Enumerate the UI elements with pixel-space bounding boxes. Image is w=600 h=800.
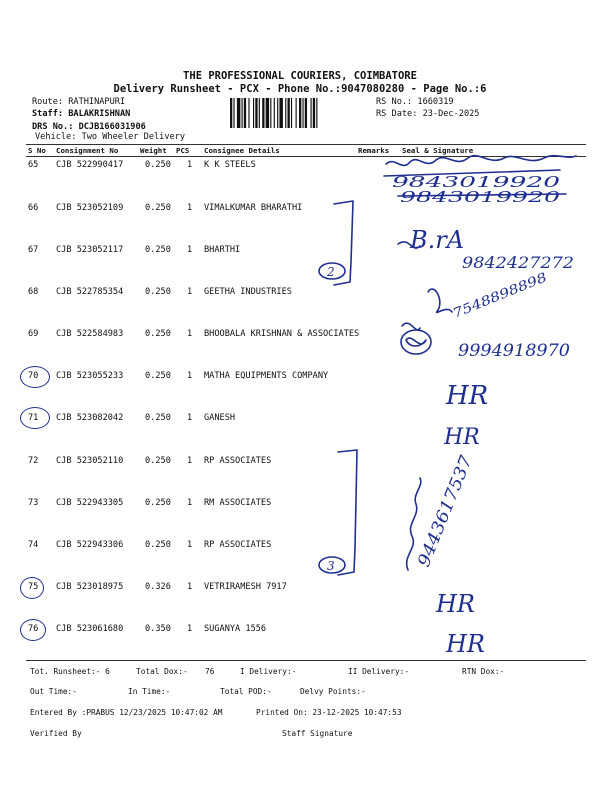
group-mark-2: 3 — [327, 559, 335, 573]
vehicle: Vehicle: Two Wheeler Delivery — [35, 132, 186, 142]
row-weight: 0.250 — [145, 203, 171, 213]
row-weight: 0.326 — [145, 582, 171, 592]
row-pcs: 1 — [187, 160, 193, 170]
row-pcs: 1 — [187, 245, 193, 255]
row-sno: 74 — [28, 540, 39, 550]
row-weight: 0.250 — [145, 456, 171, 466]
company-title: THE PROFESSIONAL COURIERS, COIMBATORE — [183, 70, 417, 82]
row-sno: 76 — [28, 624, 39, 634]
row-consignment: CJB 523018975 — [56, 582, 124, 592]
row-sno: 73 — [28, 498, 39, 508]
signature-phone: 9843019920 — [400, 188, 561, 206]
row-sno: 70 — [28, 371, 39, 381]
signature-phone: 9842427272 — [462, 253, 574, 272]
row-pcs: 1 — [187, 456, 193, 466]
row-pcs: 1 — [187, 540, 193, 550]
signature-scribble — [406, 338, 426, 346]
row-consignee: RP ASSOCIATES — [204, 456, 272, 466]
row-consignment: CJB 523052110 — [56, 456, 124, 466]
row-pcs: 1 — [187, 287, 193, 297]
verified-by: Verified By — [30, 729, 82, 738]
row-consignment: CJB 523052117 — [56, 245, 124, 255]
row-consignment: CJB 522785354 — [56, 287, 124, 297]
route: Route: RATHINAPURI — [32, 97, 126, 107]
row-consignee: RP ASSOCIATES — [204, 540, 272, 550]
row-consignment: CJB 523055233 — [56, 371, 124, 381]
row-weight: 0.250 — [145, 287, 171, 297]
delivery-points: Delvy Points:- — [300, 687, 366, 696]
row-consignment: CJB 522990417 — [56, 160, 124, 170]
signature-scribble — [428, 289, 452, 312]
total-pod: Total POD:- — [220, 687, 272, 696]
row-consignee: GEETHA INDUSTRIES — [204, 287, 292, 297]
i-delivery: I Delivery:- — [240, 667, 297, 676]
row-pcs: 1 — [187, 624, 193, 634]
row-sno: 68 — [28, 287, 39, 297]
signature-initials: HR — [446, 381, 489, 411]
row-sno: 72 — [28, 456, 39, 466]
staff: Staff: BALAKRISHNAN — [32, 109, 131, 119]
row-consignment: CJB 522943306 — [56, 540, 124, 550]
row-weight: 0.250 — [145, 329, 171, 339]
row-consignee: BHARTHI — [204, 245, 241, 255]
row-pcs: 1 — [187, 203, 193, 213]
row-consignment: CJB 522943305 — [56, 498, 124, 508]
footer-rule — [26, 660, 586, 661]
row-consignee: BHOOBALA KRISHNAN & ASSOCIATES — [204, 329, 360, 339]
row-weight: 0.250 — [145, 371, 171, 381]
signature-phone: 9443617537 — [414, 462, 474, 570]
group-bracket-2 — [338, 450, 357, 575]
row-sno: 69 — [28, 329, 39, 339]
row-consignee: SUGANYA 1556 — [204, 624, 267, 634]
row-pcs: 1 — [187, 498, 193, 508]
col-consignment: Consignment No — [56, 146, 119, 155]
row-consignment: CJB 523061680 — [56, 624, 124, 634]
total-dox-label: Total Dox:- — [136, 667, 188, 676]
signature-phone: 9843019920 — [392, 173, 561, 191]
row-consignment: CJB 523052109 — [56, 203, 124, 213]
row-consignee: MATHA EQUIPMENTS COMPANY — [204, 371, 329, 381]
col-consignee: Consignee Details — [204, 146, 280, 155]
printed-on: Printed On: 23-12-2025 10:47:53 — [256, 708, 402, 717]
out-time: Out Time:- — [30, 687, 77, 696]
col-weight: Weight — [140, 146, 167, 155]
row-sno: 75 — [28, 582, 39, 592]
row-weight: 0.350 — [145, 624, 171, 634]
row-sno: 67 — [28, 245, 39, 255]
signature-scribble — [386, 156, 576, 166]
signature-initials: HR — [436, 590, 475, 618]
row-sno: 66 — [28, 203, 39, 213]
col-remarks: Remarks — [358, 146, 390, 155]
col-seal-signature: Seal & Signature — [402, 146, 474, 155]
row-pcs: 1 — [187, 371, 193, 381]
row-pcs: 1 — [187, 582, 193, 592]
row-consignment: CJB 523082042 — [56, 413, 124, 423]
row-sno: 65 — [28, 160, 39, 170]
row-consignee: GANESH — [204, 413, 236, 423]
row-consignee: K K STEELS — [204, 160, 256, 170]
signature-phone: 9994918970 — [458, 341, 571, 361]
signature-initials: HR — [444, 425, 480, 450]
row-weight: 0.250 — [145, 245, 171, 255]
signature-scribble — [402, 323, 420, 330]
signature-name: B.rA — [410, 226, 465, 254]
total-dox-value: 76 — [205, 667, 215, 676]
drs-number: DRS No.: DCJB166031906 — [32, 122, 146, 132]
row-weight: 0.250 — [145, 413, 171, 423]
entered-by: Entered By :PRABUS 12/23/2025 10:47:02 AM — [30, 708, 223, 717]
signature-phone: 7548898898 — [450, 276, 534, 322]
ii-delivery: II Delivery:- — [348, 667, 410, 676]
rs-number: RS No.: 1660319 — [376, 97, 454, 107]
row-consignee: VETRIRAMESH 7917 — [204, 582, 287, 592]
row-pcs: 1 — [187, 329, 193, 339]
row-sno: 71 — [28, 413, 39, 423]
row-pcs: 1 — [187, 413, 193, 423]
col-sno: S No — [28, 146, 46, 155]
row-consignee: RM ASSOCIATES — [204, 498, 272, 508]
row-consignment: CJB 522584983 — [56, 329, 124, 339]
rs-date: RS Date: 23-Dec-2025 — [376, 109, 480, 119]
group-mark-1: 2 — [327, 265, 335, 279]
total-runsheet: Tot. Runsheet:- 6 — [30, 667, 110, 676]
group-bracket-1 — [334, 201, 353, 285]
col-pcs: PCS — [176, 146, 190, 155]
row-consignee: VIMALKUMAR BHARATHI — [204, 203, 303, 213]
row-weight: 0.250 — [145, 160, 171, 170]
staff-signature: Staff Signature — [282, 729, 353, 738]
runsheet-title: Delivery Runsheet - PCX - Phone No.:9047080280 - Page No.:6 — [113, 83, 487, 95]
in-time: In Time:- — [128, 687, 171, 696]
rtn-dox: RTN Dox:- — [462, 667, 505, 676]
signature-initials: HR — [446, 630, 485, 658]
row-weight: 0.250 — [145, 540, 171, 550]
row-weight: 0.250 — [145, 498, 171, 508]
